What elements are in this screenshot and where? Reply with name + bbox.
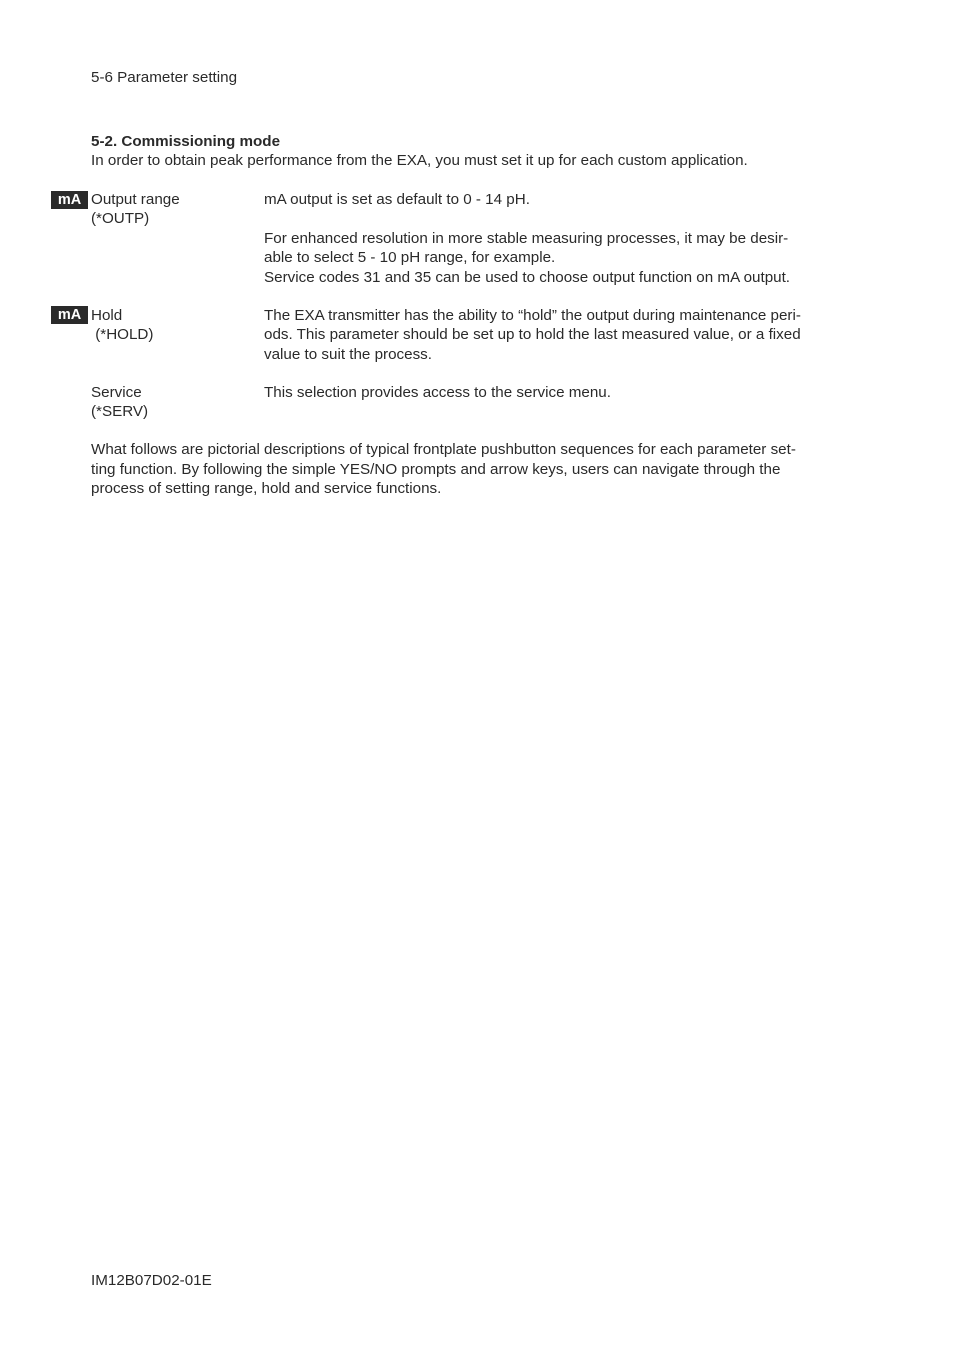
closing-line: process of setting range, hold and service functions. xyxy=(91,480,442,498)
closing-paragraph xyxy=(91,440,848,499)
desc-line: Service codes 31 and 35 can be used to choose output function on mA output. xyxy=(264,268,791,286)
item-label-service xyxy=(91,383,148,422)
desc-line: value to suit the process. xyxy=(264,345,432,363)
ma-badge: mA xyxy=(51,306,88,324)
item-label-name: Hold xyxy=(91,307,123,324)
item-description-service xyxy=(264,383,849,402)
section-intro: In order to obtain peak performance from the EXA, you must set it up for each custom application. xyxy=(91,152,748,169)
ma-badge: mA xyxy=(51,191,88,209)
desc-line: The EXA transmitter has the ability to “hold” the output during maintenance peri- xyxy=(264,307,801,324)
desc-line: For enhanced resolution in more stable measuring processes, it may be desir- xyxy=(264,229,789,247)
item-label-code: (*OUTP) xyxy=(91,210,150,228)
desc-line: able to select 5 - 10 pH range, for example. xyxy=(264,249,556,267)
closing-line: What follows are pictorial descriptions of typical frontplate pushbutton sequences for each parameter set- xyxy=(91,441,796,458)
document-id-footer: IM12B07D02-01E xyxy=(91,1272,212,1289)
desc-line: This selection provides access to the service menu. xyxy=(264,384,611,401)
item-label-code: (*HOLD) xyxy=(91,326,154,344)
item-label-output-range xyxy=(91,190,180,229)
desc-line: mA output is set as default to 0 - 14 pH. xyxy=(264,191,530,208)
item-description-hold xyxy=(264,306,849,364)
item-label-name: Output range xyxy=(91,191,180,208)
closing-line: ting function. By following the simple YES/NO prompts and arrow keys, users can navigate through the xyxy=(91,460,781,478)
item-label-name: Service xyxy=(91,384,142,401)
item-label-hold xyxy=(91,306,153,345)
section-heading: 5-2. Commissioning mode xyxy=(91,133,281,150)
running-header: 5-6 Parameter setting xyxy=(91,69,238,86)
item-label-code: (*SERV) xyxy=(91,403,149,421)
desc-line: ods. This parameter should be set up to hold the last measured value, or a fixed xyxy=(264,326,801,344)
item-description-output-range xyxy=(264,190,849,287)
